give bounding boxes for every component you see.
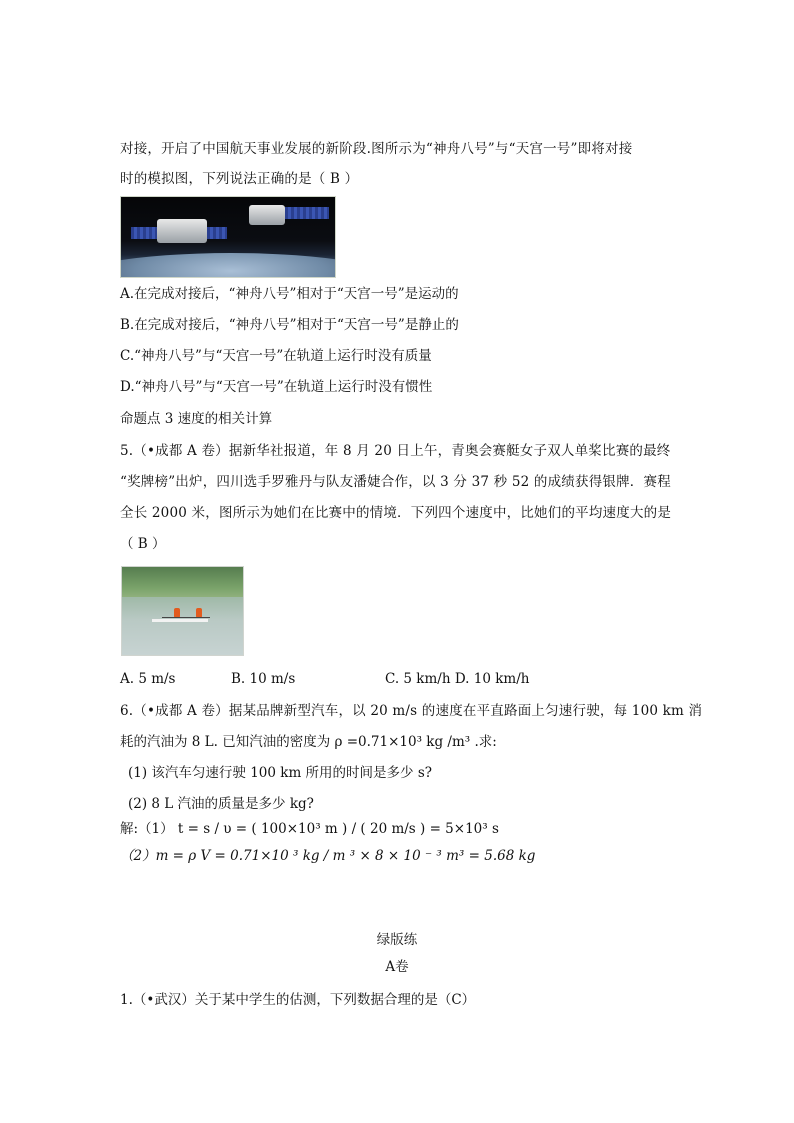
rowing-race-image — [121, 566, 244, 656]
q4-option-c: C.“神舟八号”与“天宫一号”在轨道上运行时没有质量 — [120, 348, 432, 364]
q4-option-d: D.“神舟八号”与“天宫一号”在轨道上运行时没有惯性 — [120, 379, 433, 395]
q4-option-b: B.在完成对接后，“神舟八号”相对于“天宫一号”是静止的 — [120, 317, 459, 333]
q5-line3: 全长 2000 米，图所示为她们在比赛中的情境．下列四个速度中，比她们的平均速度大的是 — [120, 505, 672, 521]
shenzhou-tiangong-image — [120, 196, 336, 278]
practice-title: 绿版练 — [376, 932, 418, 948]
q5-line2: “奖牌榜”出炉，四川选手罗雅丹与队友潘婕合作，以 3 分 37 秒 52 的成绩获得银牌．赛程 — [120, 474, 671, 490]
q6-line1: 6.（•成都 A 卷）据某品牌新型汽车，以 20 m/s 的速度在平直路面上匀速行驶，每 100 km 消 — [120, 703, 703, 719]
section-title: 命题点 3 速度的相关计算 — [120, 411, 273, 427]
q4-stem-line2: 时的模拟图，下列说法正确的是（ B ） — [120, 171, 359, 187]
q4-option-a: A.在完成对接后，“神舟八号”相对于“天宫一号”是运动的 — [120, 286, 459, 302]
q6-line2: 耗的汽油为 8 L. 已知汽油的密度为 ρ =0.71×10³ kg /m³ .求: — [120, 734, 497, 750]
practice-subtitle: A卷 — [385, 959, 409, 975]
q6-sub1: (1) 该汽车匀速行驶 100 km 所用的时间是多少 s? — [128, 765, 432, 781]
q6-solution2: （2）m = ρ V = 0.71×10 ³ kg / m ³ × 8 × 10 ⁻ ³ m³ = 5.68 kg — [120, 848, 536, 864]
q6-sub2: (2) 8 L 汽油的质量是多少 kg? — [128, 796, 314, 812]
q5-option-b: B. 10 m/s — [231, 671, 296, 687]
q5-option-a-text: A. 5 m/s — [120, 671, 176, 687]
q4-stem-line1: 对接，开启了中国航天事业发展的新阶段.图所示为“神舟八号”与“天宫一号”即将对接 — [120, 141, 633, 157]
q6-solution1: 解:（1） t = s / υ = ( 100×10³ m ) / ( 20 m/s ) = 5×10³ s — [120, 821, 499, 837]
q5-option-cd: C. 5 km/h D. 10 km/h — [385, 671, 530, 687]
q5-line4: （ B ） — [120, 536, 166, 552]
practice-q1: 1.（•武汉）关于某中学生的估测，下列数据合理的是（C） — [120, 992, 476, 1008]
q5-line1: 5.（•成都 A 卷）据新华社报道，年 8 月 20 日上午，青奥会赛艇女子双人单桨比赛的最终 — [120, 443, 671, 459]
